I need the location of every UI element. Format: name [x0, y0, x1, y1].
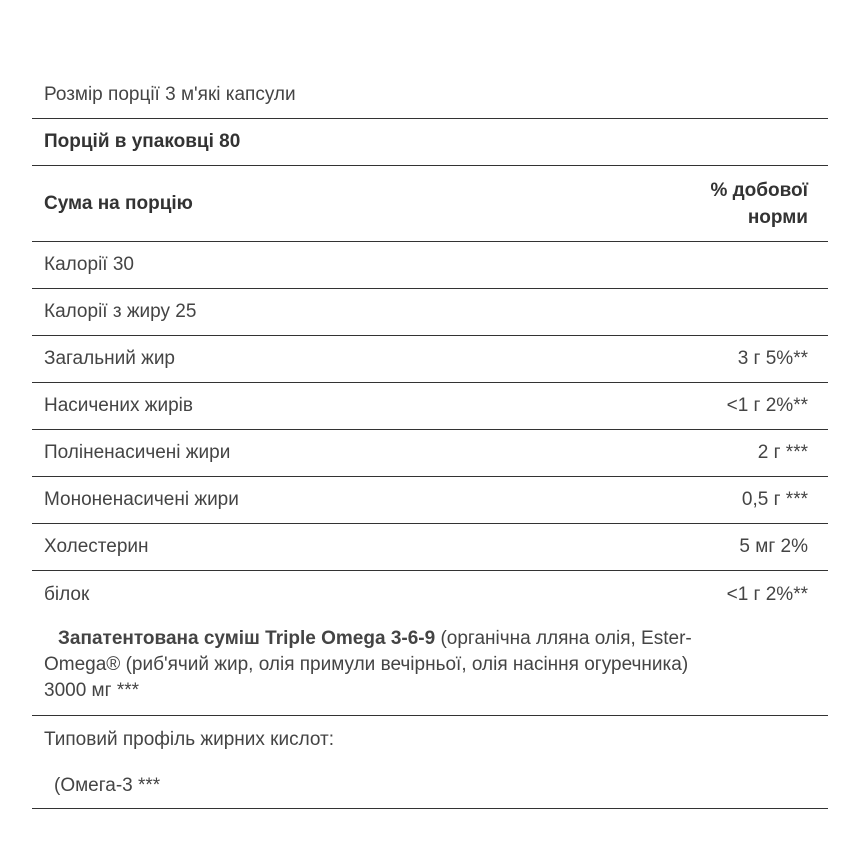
nutrient-row-calories-from-fat	[32, 289, 828, 336]
nutrient-value: 0,5 г ***	[741, 489, 808, 510]
nutrient-name: Холестерин	[44, 536, 149, 557]
nutrient-value: 3 г 5%**	[737, 348, 808, 369]
blend-line-1	[44, 626, 808, 652]
nutrient-value: <1 г 2%**	[726, 395, 808, 416]
nutrient-value: 2 г ***	[757, 442, 808, 463]
supplement-facts-table	[32, 72, 828, 809]
daily-value-header	[710, 177, 808, 231]
nutrient-value: <1 г 2%**	[726, 583, 808, 605]
daily-value-header-line1: % добової	[710, 179, 808, 201]
nutrient-name: Насичених жирів	[44, 395, 193, 416]
nutrient-row-monounsaturated-fat	[32, 477, 828, 524]
nutrient-value: 5 мг 2%	[739, 536, 808, 557]
nutrient-row-polyunsaturated-fat	[32, 430, 828, 477]
amount-per-serving-header: Сума на порцію	[44, 192, 193, 214]
serving-size-label: Розмір порції 3 м'які капсули	[44, 84, 296, 105]
table-header-row	[32, 166, 828, 242]
nutrient-row-saturated-fat	[32, 383, 828, 430]
servings-per-container-label: Порцій в упаковці 80	[44, 131, 241, 152]
proprietary-blend	[32, 618, 828, 716]
nutrient-name: білок	[44, 583, 90, 605]
fatty-acid-profile-label: Типовий профіль жирних кислот:	[44, 729, 335, 750]
daily-value-header-line2: норми	[747, 206, 808, 228]
blend-line-3: 3000 мг ***	[44, 680, 139, 701]
servings-per-container-row	[32, 119, 828, 166]
omega-3-line: (Омега-3 ***	[54, 775, 161, 796]
blend-ingredients-start: (органічна лляна олія, Ester-	[435, 628, 692, 649]
nutrient-row-total-fat	[32, 336, 828, 383]
nutrient-name: Загальний жир	[44, 348, 175, 369]
nutrient-row-cholesterol	[32, 524, 828, 571]
blend-title: Запатентована суміш Triple Omega 3-6-9	[58, 628, 436, 649]
blend-line-2: Omega® (риб'ячий жир, олія примули вечірньої, олія насіння огуречника)	[44, 654, 689, 675]
nutrient-name: Мононенасичені жири	[44, 489, 239, 510]
nutrient-row-protein	[32, 571, 828, 618]
nutrient-name: Калорії з жиру 25	[44, 301, 197, 322]
fatty-acid-profile	[32, 716, 828, 809]
nutrient-name: Поліненасичені жири	[44, 442, 231, 463]
nutrient-row-calories	[32, 242, 828, 289]
serving-size-row	[32, 72, 828, 119]
nutrient-name: Калорії 30	[44, 254, 134, 275]
